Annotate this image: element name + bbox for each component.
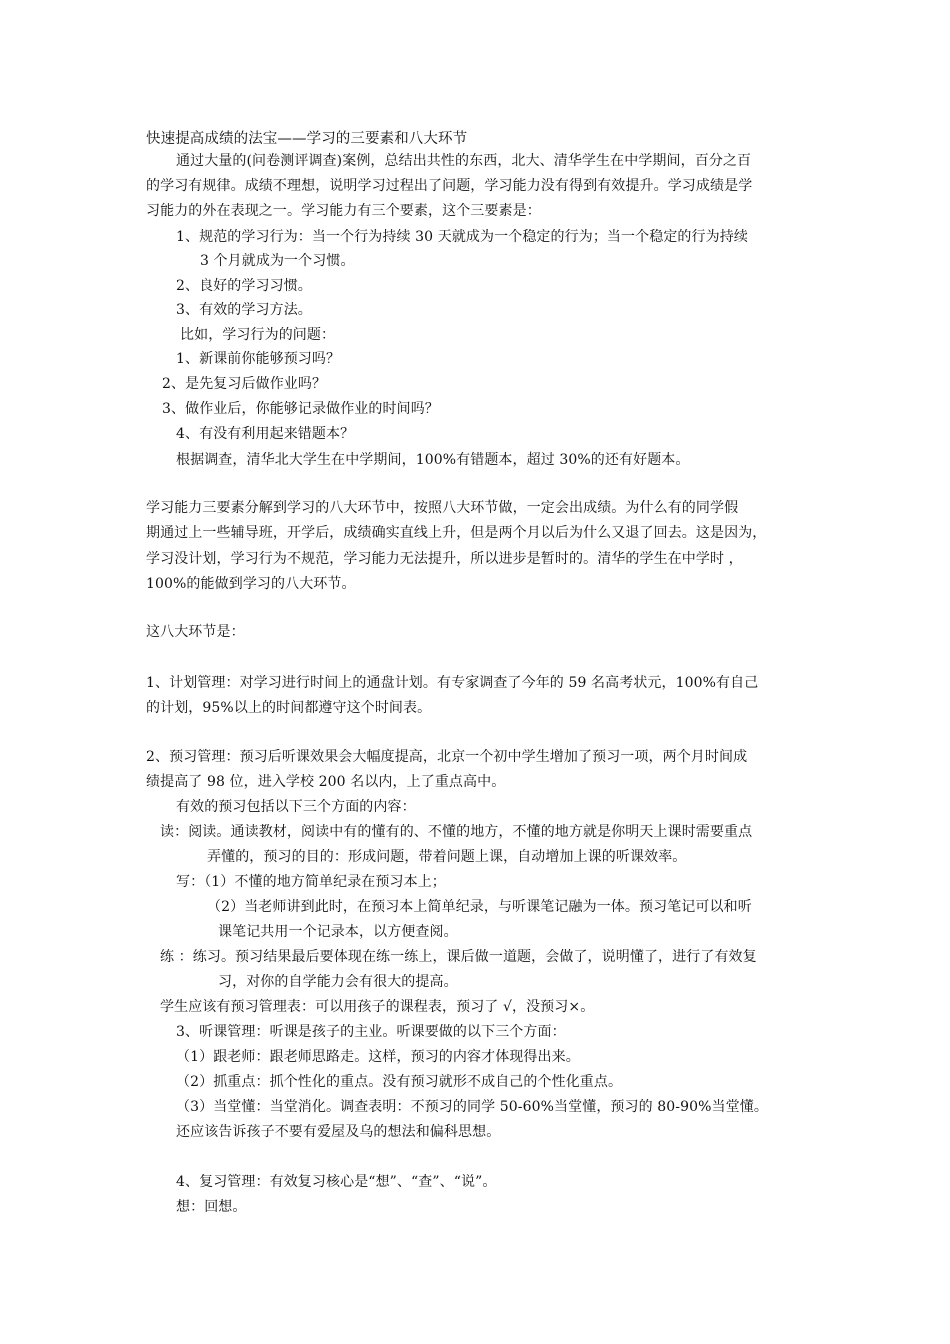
list-item: 3、听课管理：听课是孩子的主业。听课要做的以下三个方面：: [176, 1024, 566, 1040]
paragraph-line: 的计划，95%以上的时间都遵守这个时间表。: [146, 700, 432, 716]
paragraph-line: 1、计划管理：对学习进行时间上的通盘计划。有专家调查了今年的 59 名高考状元，100%有自己: [146, 675, 759, 691]
paragraph-line: 100%的能做到学习的八大环节。: [146, 576, 356, 592]
list-item: 1、新课前你能够预习吗？: [176, 351, 341, 367]
paragraph-line: 学习能力三要素分解到学习的八大环节中，按照八大环节做，一定会出成绩。为什么有的同学假: [146, 500, 739, 516]
paragraph-line: 还应该告诉孩子不要有爱屋及乌的想法和偏科思想。: [176, 1124, 501, 1140]
paragraph-line: 期通过上一些辅导班，开学后，成绩确实直线上升，但是两个月以后为什么又退了回去。这是因为，: [146, 525, 767, 541]
paragraph-line: 学生应该有预习管理表：可以用孩子的课程表，预习了 √，没预习×。: [160, 999, 595, 1015]
section-heading: 这八大环节是：: [146, 624, 245, 640]
paragraph-line: 习能力的外在表现之一。学习能力有三个要素，这个三要素是：: [146, 203, 541, 219]
list-item: 2、良好的学习习惯。: [176, 278, 312, 294]
paragraph-line: 练 ：练习。预习结果最后要体现在练一练上，课后做一道题，会做了，说明懂了，进行了有效复: [160, 949, 757, 965]
paragraph-line: 有效的预习包括以下三个方面的内容：: [176, 799, 416, 815]
list-item: 3、有效的学习方法。: [176, 302, 312, 318]
paragraph-line: （2）当老师讲到此时，在预习本上简单纪录，与听课笔记融为一体。预习笔记可以和听: [207, 899, 752, 915]
list-item: 4、有没有利用起来错题本？: [176, 426, 355, 442]
paragraph-line: 绩提高了 98 位，进入学校 200 名以内，上了重点高中。: [146, 774, 506, 790]
paragraph-line: 读：阅读。通读教材，阅读中有的懂有的、不懂的地方，不懂的地方就是你明天上课时需要重点: [160, 824, 753, 840]
paragraph-line: 通过大量的(问卷测评调查)案例，总结出共性的东西，北大、清华学生在中学期间，百分之百: [176, 153, 752, 169]
list-item: （2）抓重点：抓个性化的重点。没有预习就形不成自己的个性化重点。: [176, 1074, 623, 1090]
list-item: 3、做作业后，你能够记录做作业的时间吗？: [162, 401, 439, 417]
document-title: 快速提高成绩的法宝——学习的三要素和八大环节: [146, 131, 468, 147]
paragraph-line: 的学习有规律。成绩不理想，说明学习过程出了问题，学习能力没有得到有效提升。学习成绩是学: [146, 178, 753, 194]
paragraph-line: 课笔记共用一个记录本，以方便查阅。: [218, 924, 458, 940]
list-item: 2、是先复习后做作业吗？: [162, 376, 327, 392]
list-item: （3）当堂懂：当堂消化。调查表明：不预习的同学 50-60%当堂懂，预习的 80-90%当堂懂。: [176, 1099, 768, 1115]
list-item: 4、复习管理：有效复习核心是“想”、“查”、“说”。: [176, 1174, 497, 1190]
list-item-continuation: 3 个月就成为一个习惯。: [200, 253, 355, 269]
subheading: 比如，学习行为的问题：: [180, 327, 336, 343]
paragraph-line: 习，对你的自学能力会有很大的提高。: [218, 974, 458, 990]
list-item: （1）跟老师：跟老师思路走。这样，预习的内容才体现得出来。: [176, 1049, 580, 1065]
paragraph-line: 想：回想。: [176, 1199, 247, 1215]
paragraph-line: 学习没计划，学习行为不规范，学习能力无法提升，所以进步是暂时的。清华的学生在中学时 ，: [146, 551, 743, 567]
list-item: 1、规范的学习行为：当一个行为持续 30 天就成为一个稳定的行为；当一个稳定的行为持续: [176, 229, 748, 245]
paragraph-line: 弄懂的，预习的目的：形成问题，带着问题上课，自动增加上课的听课效率。: [207, 849, 687, 865]
paragraph-line: 2、预习管理：预习后听课效果会大幅度提高，北京一个初中学生增加了预习一项，两个月时间成: [146, 749, 748, 765]
paragraph-line: 写：（1）不懂的地方简单纪录在预习本上；: [176, 874, 446, 890]
paragraph-line: 根据调查，清华北大学生在中学期间，100%有错题本，超过 30%的还有好题本。: [176, 452, 690, 468]
